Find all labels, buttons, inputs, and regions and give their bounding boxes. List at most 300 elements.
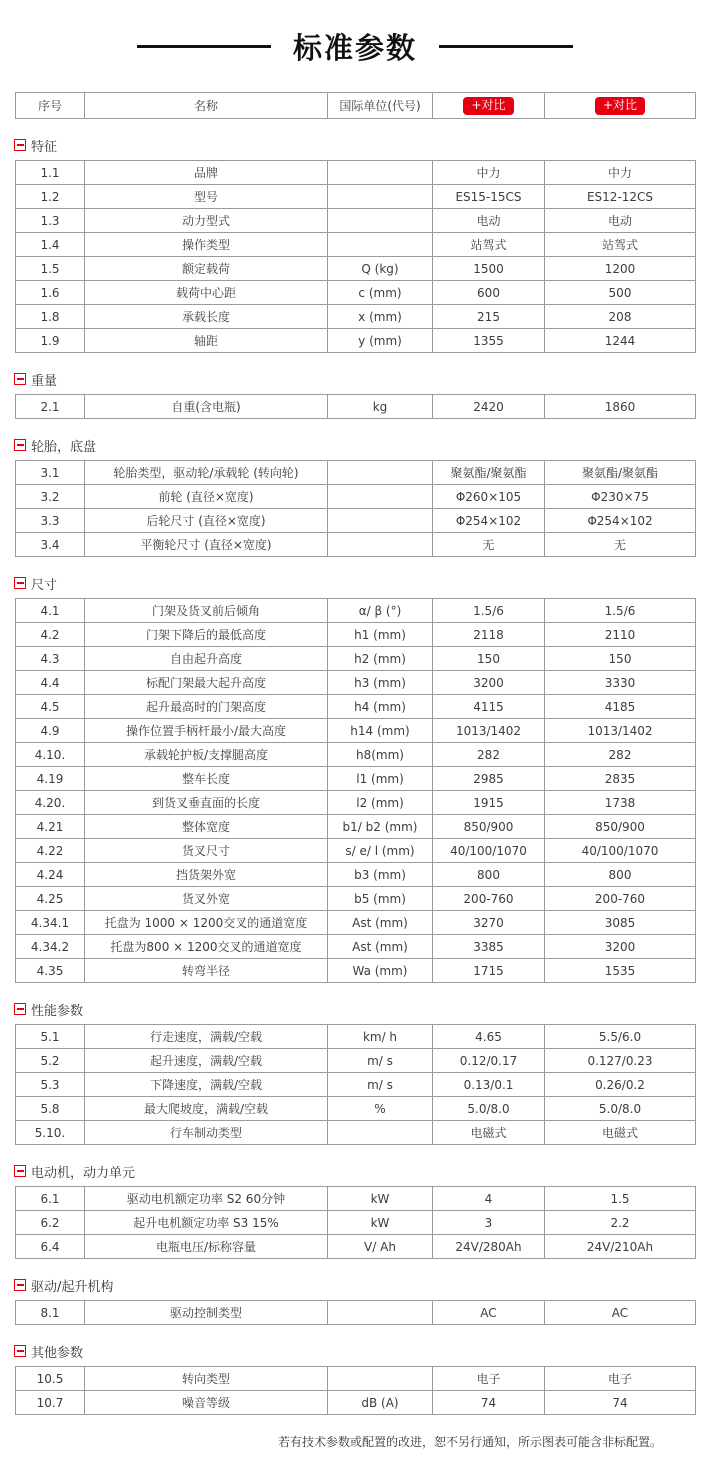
section-table: [15, 1186, 696, 1259]
section-table: [15, 394, 696, 419]
cell-name: 操作位置手柄杆最小/最大高度: [85, 719, 328, 743]
collapse-minus-icon[interactable]: [14, 577, 26, 589]
table-row: [16, 1367, 696, 1391]
cell-seq: 1.9: [16, 329, 85, 353]
cell-value-1: 2985: [433, 767, 545, 791]
cell-seq: 5.10.: [16, 1121, 85, 1145]
minus-glyph: [17, 582, 24, 584]
cell-seq: 4.10.: [16, 743, 85, 767]
table-row: [16, 161, 696, 185]
minus-glyph: [17, 1284, 24, 1286]
cell-value-2: 0.127/0.23: [545, 1049, 696, 1073]
section-8: [0, 1343, 710, 1415]
minus-glyph: [17, 444, 24, 446]
cell-seq: 5.2: [16, 1049, 85, 1073]
collapse-minus-icon[interactable]: [14, 439, 26, 451]
table-row: [16, 533, 696, 557]
cell-value-2: 2835: [545, 767, 696, 791]
cell-name: 后轮尺寸 (直径×宽度): [85, 509, 328, 533]
cell-seq: 1.3: [16, 209, 85, 233]
cell-unit: [328, 461, 433, 485]
cell-name: 动力型式: [85, 209, 328, 233]
section-label: 电动机，动力单元: [31, 1165, 136, 1181]
compare-button-2[interactable]: +对比: [595, 97, 645, 115]
cell-unit: Q (kg): [328, 257, 433, 281]
table-row: [16, 1025, 696, 1049]
cell-value-2: 2110: [545, 623, 696, 647]
collapse-minus-icon[interactable]: [14, 139, 26, 151]
cell-seq: 4.5: [16, 695, 85, 719]
cell-value-1: 850/900: [433, 815, 545, 839]
cell-seq: 4.20.: [16, 791, 85, 815]
cell-value-1: 2420: [433, 395, 545, 419]
cell-value-2: AC: [545, 1301, 696, 1325]
section-label: 驱动/起升机构: [31, 1279, 114, 1295]
cell-unit: h8(mm): [328, 743, 433, 767]
table-row: [16, 887, 696, 911]
cell-name: 噪音等级: [85, 1391, 328, 1415]
cell-value-2: 40/100/1070: [545, 839, 696, 863]
cell-unit: y (mm): [328, 329, 433, 353]
cell-name: 型号: [85, 185, 328, 209]
cell-unit: s/ e/ l (mm): [328, 839, 433, 863]
cell-name: 门架及货叉前后倾角: [85, 599, 328, 623]
title-line-right: [439, 45, 573, 48]
cell-seq: 4.1: [16, 599, 85, 623]
cell-unit: b3 (mm): [328, 863, 433, 887]
cell-value-2: 5.5/6.0: [545, 1025, 696, 1049]
section-label: 其他参数: [31, 1345, 84, 1361]
cell-name: 载荷中心距: [85, 281, 328, 305]
cell-value-2: 1.5/6: [545, 599, 696, 623]
title-line-left: [137, 45, 271, 48]
cell-seq: 10.7: [16, 1391, 85, 1415]
title-block: [0, 26, 710, 66]
cell-value-2: 站驾式: [545, 233, 696, 257]
cell-value-2: 150: [545, 647, 696, 671]
cell-value-2: 电动: [545, 209, 696, 233]
cell-seq: 3.1: [16, 461, 85, 485]
compare-button-1[interactable]: +对比: [463, 97, 513, 115]
cell-value-1: 3200: [433, 671, 545, 695]
table-row: [16, 623, 696, 647]
cell-value-2: 1013/1402: [545, 719, 696, 743]
section-label: 特征: [31, 139, 58, 155]
column-header-seq: 序号: [16, 93, 85, 119]
section-header: [14, 1001, 710, 1017]
cell-unit: kW: [328, 1211, 433, 1235]
cell-name: 起升电机额定功率 S3 15%: [85, 1211, 328, 1235]
section-2: [0, 371, 710, 419]
minus-glyph: [17, 378, 24, 380]
cell-value-1: 3270: [433, 911, 545, 935]
table-row: [16, 305, 696, 329]
table-row: [16, 911, 696, 935]
cell-value-1: ES15-15CS: [433, 185, 545, 209]
cell-value-2: 74: [545, 1391, 696, 1415]
sections-container: [0, 137, 710, 1415]
section-1: [0, 137, 710, 353]
cell-seq: 1.1: [16, 161, 85, 185]
cell-unit: kW: [328, 1187, 433, 1211]
cell-value-1: 200-760: [433, 887, 545, 911]
cell-name: 标配门架最大起升高度: [85, 671, 328, 695]
cell-name: 货叉外宽: [85, 887, 328, 911]
cell-unit: h3 (mm): [328, 671, 433, 695]
cell-seq: 1.8: [16, 305, 85, 329]
section-4: [0, 575, 710, 983]
section-label: 重量: [31, 373, 58, 389]
header-row: [16, 93, 696, 119]
cell-unit: [328, 1121, 433, 1145]
cell-value-1: Φ260×105: [433, 485, 545, 509]
table-row: [16, 1073, 696, 1097]
section-header: [14, 437, 710, 453]
cell-value-1: 150: [433, 647, 545, 671]
cell-name: 托盘为 1000 × 1200交叉的通道宽度: [85, 911, 328, 935]
cell-value-1: Φ254×102: [433, 509, 545, 533]
minus-glyph: [17, 144, 24, 146]
cell-value-1: 5.0/8.0: [433, 1097, 545, 1121]
cell-value-2: 1860: [545, 395, 696, 419]
cell-seq: 5.3: [16, 1073, 85, 1097]
cell-unit: [328, 533, 433, 557]
table-row: [16, 959, 696, 983]
cell-value-1: 1.5/6: [433, 599, 545, 623]
table-row: [16, 395, 696, 419]
cell-value-1: 电动: [433, 209, 545, 233]
cell-unit: h4 (mm): [328, 695, 433, 719]
cell-seq: 1.5: [16, 257, 85, 281]
cell-value-1: 聚氨酯/聚氨酯: [433, 461, 545, 485]
cell-value-1: 24V/280Ah: [433, 1235, 545, 1259]
cell-unit: Wa (mm): [328, 959, 433, 983]
cell-unit: [328, 485, 433, 509]
cell-name: 平衡轮尺寸 (直径×宽度): [85, 533, 328, 557]
cell-seq: 4.19: [16, 767, 85, 791]
cell-unit: b5 (mm): [328, 887, 433, 911]
cell-seq: 3.4: [16, 533, 85, 557]
cell-unit: [328, 1301, 433, 1325]
table-row: [16, 257, 696, 281]
cell-value-2: 0.26/0.2: [545, 1073, 696, 1097]
cell-seq: 1.4: [16, 233, 85, 257]
cell-seq: 4.2: [16, 623, 85, 647]
cell-value-1: 3: [433, 1211, 545, 1235]
cell-name: 轴距: [85, 329, 328, 353]
cell-seq: 4.9: [16, 719, 85, 743]
cell-value-1: 4: [433, 1187, 545, 1211]
cell-unit: m/ s: [328, 1049, 433, 1073]
cell-seq: 6.2: [16, 1211, 85, 1235]
cell-name: 前轮 (直径×宽度): [85, 485, 328, 509]
table-row: [16, 863, 696, 887]
table-row: [16, 1211, 696, 1235]
minus-glyph: [17, 1008, 24, 1010]
cell-seq: 6.4: [16, 1235, 85, 1259]
section-header: [14, 371, 710, 387]
section-label: 性能参数: [31, 1003, 84, 1019]
table-row: [16, 1235, 696, 1259]
cell-unit: km/ h: [328, 1025, 433, 1049]
cell-name: 下降速度，满载/空载: [85, 1073, 328, 1097]
cell-value-2: 3200: [545, 935, 696, 959]
cell-unit: [328, 509, 433, 533]
cell-value-1: 40/100/1070: [433, 839, 545, 863]
table-row: [16, 1097, 696, 1121]
cell-name: 门架下降后的最低高度: [85, 623, 328, 647]
table-row: [16, 839, 696, 863]
table-row: [16, 1049, 696, 1073]
section-header: [14, 137, 710, 153]
cell-seq: 4.22: [16, 839, 85, 863]
cell-unit: b1/ b2 (mm): [328, 815, 433, 839]
cell-unit: dB (A): [328, 1391, 433, 1415]
cell-value-1: AC: [433, 1301, 545, 1325]
cell-name: 额定载荷: [85, 257, 328, 281]
cell-seq: 4.25: [16, 887, 85, 911]
cell-seq: 4.34.1: [16, 911, 85, 935]
cell-value-2: 1535: [545, 959, 696, 983]
section-label: 轮胎，底盘: [31, 439, 97, 455]
section-table: [15, 1024, 696, 1145]
cell-unit: [328, 209, 433, 233]
cell-name: 承载轮护板/支撑腿高度: [85, 743, 328, 767]
cell-value-2: 4185: [545, 695, 696, 719]
collapse-minus-icon[interactable]: [14, 1345, 26, 1357]
cell-value-1: 800: [433, 863, 545, 887]
cell-value-2: 200-760: [545, 887, 696, 911]
disclaimer: 若有技术参数或配置的改进，恕不另行通知，所示图表可能含非标配置。: [277, 1435, 662, 1449]
table-row: [16, 743, 696, 767]
cell-seq: 3.2: [16, 485, 85, 509]
cell-name: 到货叉垂直面的长度: [85, 791, 328, 815]
cell-unit: [328, 233, 433, 257]
cell-unit: [328, 1367, 433, 1391]
cell-value-1: 0.12/0.17: [433, 1049, 545, 1073]
cell-name: 电瓶电压/标称容量: [85, 1235, 328, 1259]
cell-value-2: 1200: [545, 257, 696, 281]
cell-unit: l2 (mm): [328, 791, 433, 815]
table-row: [16, 647, 696, 671]
header-table: [15, 92, 696, 119]
cell-value-2: 聚氨酯/聚氨酯: [545, 461, 696, 485]
section-header: [14, 1163, 710, 1179]
cell-unit: m/ s: [328, 1073, 433, 1097]
cell-unit: x (mm): [328, 305, 433, 329]
cell-value-2: 3085: [545, 911, 696, 935]
section-5: [0, 1001, 710, 1145]
cell-unit: l1 (mm): [328, 767, 433, 791]
cell-value-1: 1355: [433, 329, 545, 353]
table-row: [16, 281, 696, 305]
cell-value-1: 无: [433, 533, 545, 557]
cell-unit: Ast (mm): [328, 911, 433, 935]
cell-value-1: 600: [433, 281, 545, 305]
cell-value-1: 电子: [433, 1367, 545, 1391]
cell-unit: Ast (mm): [328, 935, 433, 959]
cell-value-1: 电磁式: [433, 1121, 545, 1145]
cell-value-2: 5.0/8.0: [545, 1097, 696, 1121]
table-row: [16, 671, 696, 695]
table-row: [16, 791, 696, 815]
cell-value-2: Φ230×75: [545, 485, 696, 509]
cell-value-1: 0.13/0.1: [433, 1073, 545, 1097]
minus-glyph: [17, 1170, 24, 1172]
cell-value-1: 4.65: [433, 1025, 545, 1049]
cell-seq: 4.3: [16, 647, 85, 671]
cell-value-2: 3330: [545, 671, 696, 695]
cell-name: 轮胎类型，驱动轮/承载轮 (转向轮): [85, 461, 328, 485]
section-table: [15, 160, 696, 353]
section-header: [14, 1277, 710, 1293]
cell-value-1: 2118: [433, 623, 545, 647]
cell-seq: 10.5: [16, 1367, 85, 1391]
cell-value-2: 1.5: [545, 1187, 696, 1211]
cell-name: 整体宽度: [85, 815, 328, 839]
table-row: [16, 815, 696, 839]
table-row: [16, 1391, 696, 1415]
cell-value-1: 215: [433, 305, 545, 329]
cell-value-2: 282: [545, 743, 696, 767]
cell-name: 转弯半径: [85, 959, 328, 983]
column-header-name: 名称: [85, 93, 328, 119]
cell-value-1: 282: [433, 743, 545, 767]
cell-value-1: 1013/1402: [433, 719, 545, 743]
table-row: [16, 767, 696, 791]
cell-seq: 3.3: [16, 509, 85, 533]
table-row: [16, 329, 696, 353]
cell-seq: 1.6: [16, 281, 85, 305]
cell-value-1: 4115: [433, 695, 545, 719]
section-header: [14, 1343, 710, 1359]
cell-name: 整车长度: [85, 767, 328, 791]
cell-value-2: 电子: [545, 1367, 696, 1391]
section-table: [15, 1300, 696, 1325]
table-row: [16, 1187, 696, 1211]
cell-name: 起升速度，满载/空载: [85, 1049, 328, 1073]
table-row: [16, 599, 696, 623]
cell-unit: [328, 161, 433, 185]
cell-name: 驱动控制类型: [85, 1301, 328, 1325]
cell-seq: 4.34.2: [16, 935, 85, 959]
cell-value-2: 208: [545, 305, 696, 329]
page-title: 标准参数: [292, 30, 417, 65]
section-label: 尺寸: [31, 577, 58, 593]
minus-glyph: [17, 1350, 24, 1352]
table-row: [16, 461, 696, 485]
cell-value-2: 中力: [545, 161, 696, 185]
cell-value-2: ES12-12CS: [545, 185, 696, 209]
cell-unit: c (mm): [328, 281, 433, 305]
section-3: [0, 437, 710, 557]
table-row: [16, 1301, 696, 1325]
cell-value-1: 74: [433, 1391, 545, 1415]
section-table: [15, 598, 696, 983]
cell-name: 行走速度，满载/空载: [85, 1025, 328, 1049]
cell-name: 自重(含电瓶): [85, 395, 328, 419]
section-6: [0, 1163, 710, 1259]
cell-name: 货叉尺寸: [85, 839, 328, 863]
cell-name: 驱动电机额定功率 S2 60分钟: [85, 1187, 328, 1211]
cell-seq: 1.2: [16, 185, 85, 209]
cell-seq: 4.4: [16, 671, 85, 695]
table-row: [16, 719, 696, 743]
cell-name: 操作类型: [85, 233, 328, 257]
column-header-unit: 国际单位(代号): [328, 93, 433, 119]
table-row: [16, 485, 696, 509]
cell-value-1: 站驾式: [433, 233, 545, 257]
table-row: [16, 185, 696, 209]
cell-value-1: 中力: [433, 161, 545, 185]
table-row: [16, 695, 696, 719]
table-row: [16, 935, 696, 959]
cell-value-2: 电磁式: [545, 1121, 696, 1145]
cell-seq: 8.1: [16, 1301, 85, 1325]
cell-name: 挡货架外宽: [85, 863, 328, 887]
cell-value-2: 2.2: [545, 1211, 696, 1235]
cell-seq: 5.8: [16, 1097, 85, 1121]
cell-name: 承载长度: [85, 305, 328, 329]
cell-unit: [328, 185, 433, 209]
cell-name: 行车制动类型: [85, 1121, 328, 1145]
collapse-minus-icon[interactable]: [14, 373, 26, 385]
cell-unit: h2 (mm): [328, 647, 433, 671]
cell-value-2: 850/900: [545, 815, 696, 839]
cell-value-1: 1500: [433, 257, 545, 281]
cell-value-2: Φ254×102: [545, 509, 696, 533]
cell-name: 自由起升高度: [85, 647, 328, 671]
collapse-minus-icon[interactable]: [14, 1165, 26, 1177]
cell-value-2: 无: [545, 533, 696, 557]
section-table: [15, 1366, 696, 1415]
column-header-compare-1: [433, 93, 545, 119]
cell-seq: 4.35: [16, 959, 85, 983]
cell-unit: α/ β (°): [328, 599, 433, 623]
cell-value-1: 3385: [433, 935, 545, 959]
cell-name: 品牌: [85, 161, 328, 185]
table-row: [16, 1121, 696, 1145]
section-header: [14, 575, 710, 591]
section-table: [15, 460, 696, 557]
cell-value-2: 800: [545, 863, 696, 887]
cell-unit: %: [328, 1097, 433, 1121]
cell-value-1: 1915: [433, 791, 545, 815]
cell-value-2: 1738: [545, 791, 696, 815]
cell-unit: h1 (mm): [328, 623, 433, 647]
table-row: [16, 509, 696, 533]
column-header-compare-2: [545, 93, 696, 119]
collapse-minus-icon[interactable]: [14, 1003, 26, 1015]
cell-value-1: 1715: [433, 959, 545, 983]
cell-name: 最大爬坡度，满载/空载: [85, 1097, 328, 1121]
table-row: [16, 233, 696, 257]
cell-name: 起升最高时的门架高度: [85, 695, 328, 719]
cell-seq: 2.1: [16, 395, 85, 419]
cell-seq: 5.1: [16, 1025, 85, 1049]
cell-value-2: 500: [545, 281, 696, 305]
cell-name: 转向类型: [85, 1367, 328, 1391]
cell-unit: V/ Ah: [328, 1235, 433, 1259]
section-7: [0, 1277, 710, 1325]
cell-seq: 4.24: [16, 863, 85, 887]
cell-seq: 6.1: [16, 1187, 85, 1211]
collapse-minus-icon[interactable]: [14, 1279, 26, 1291]
table-row: [16, 209, 696, 233]
cell-unit: h14 (mm): [328, 719, 433, 743]
cell-seq: 4.21: [16, 815, 85, 839]
cell-value-2: 1244: [545, 329, 696, 353]
